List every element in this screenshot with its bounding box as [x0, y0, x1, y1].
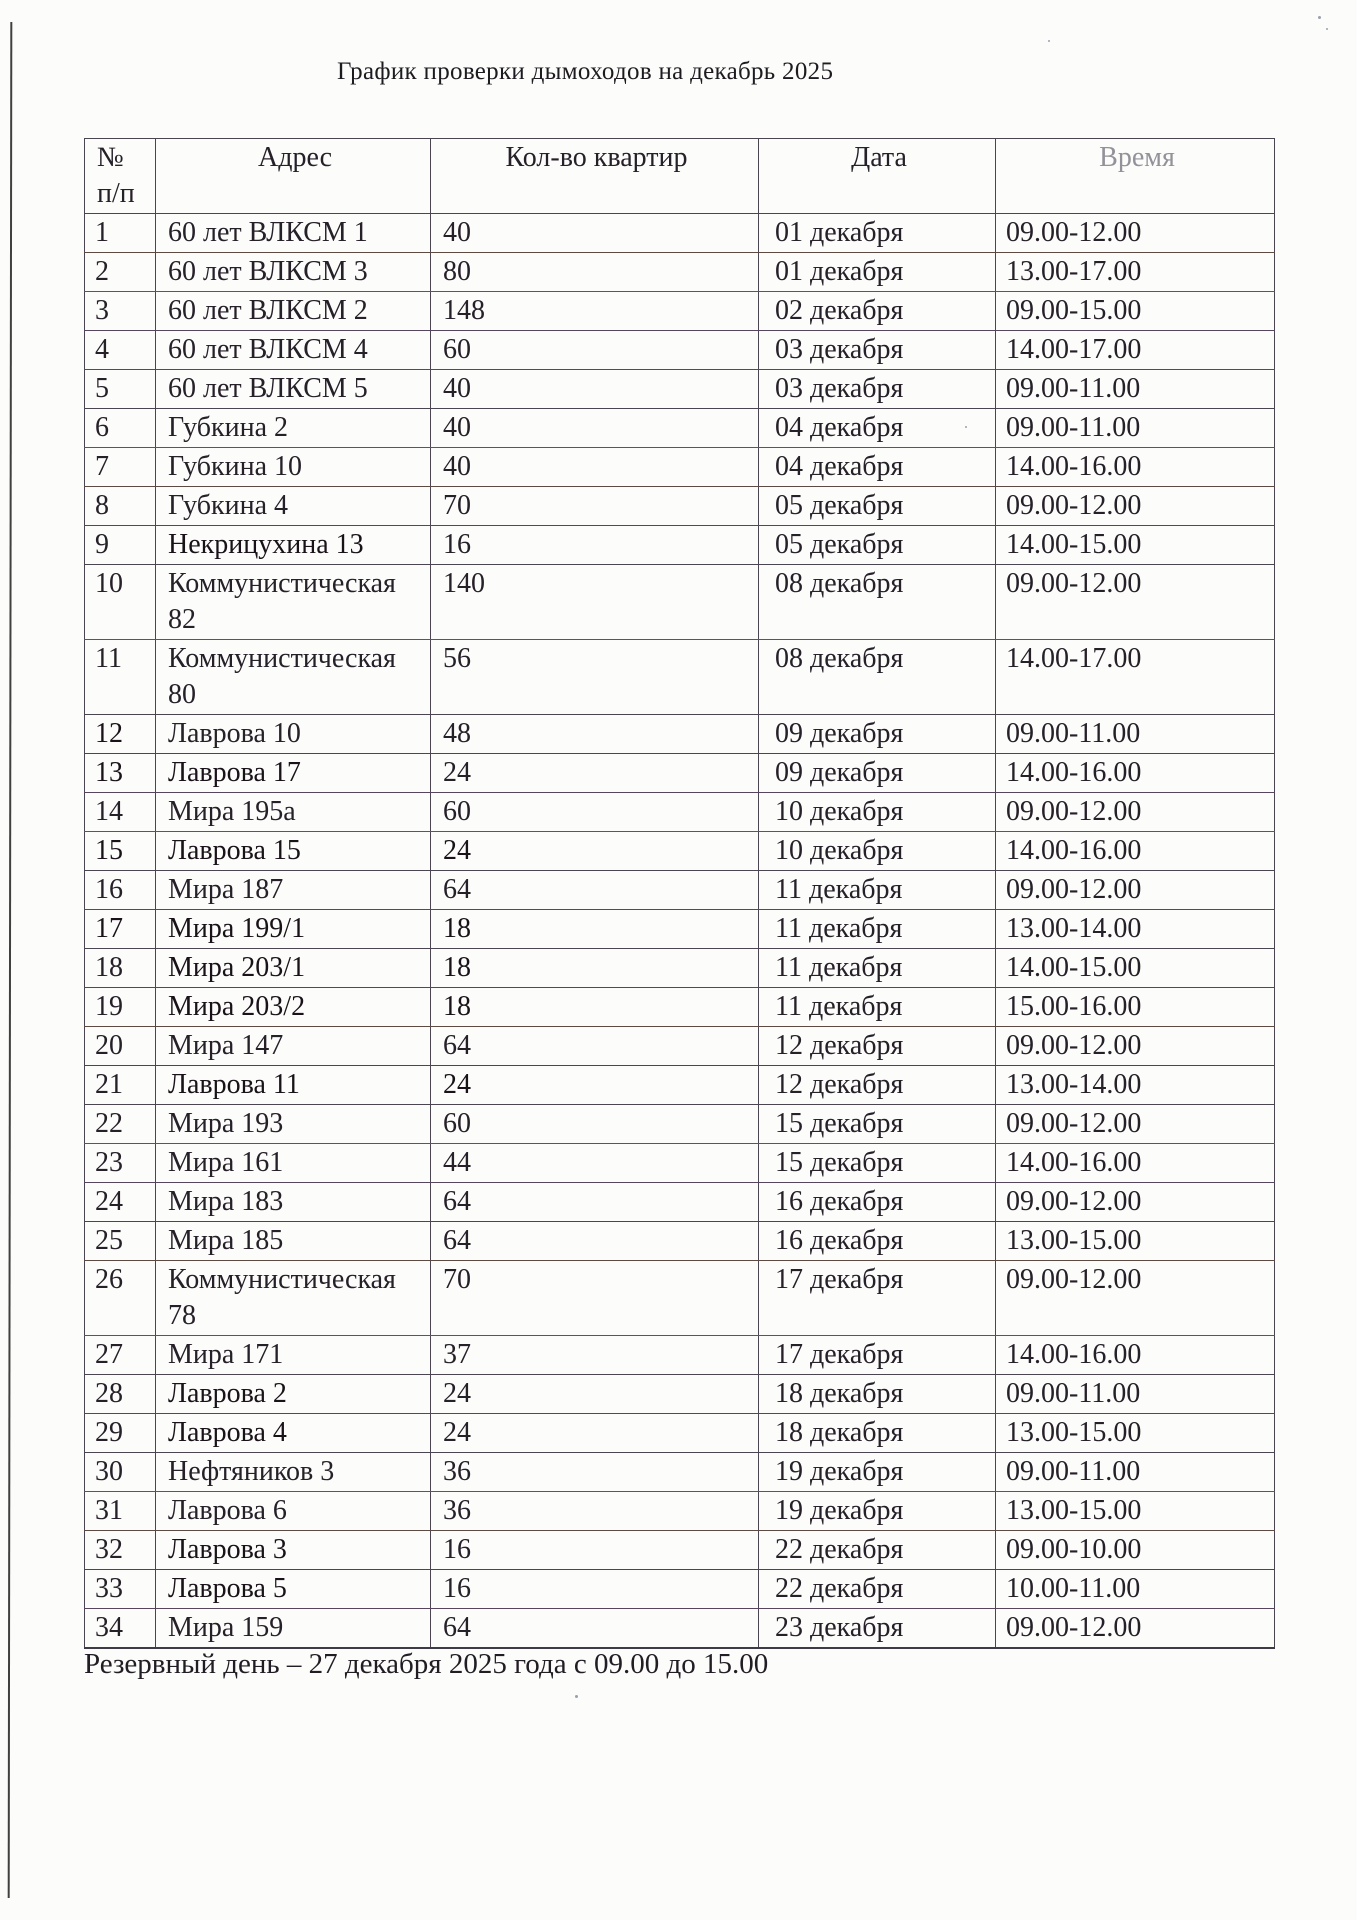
- cell-time: 09.00-12.00: [996, 1183, 1275, 1222]
- cell-address: 60 лет ВЛКСМ 3: [156, 253, 431, 292]
- cell-address: Мира 171: [156, 1336, 431, 1375]
- cell-num: 34: [85, 1609, 156, 1649]
- cell-date: 10 декабря: [759, 793, 996, 832]
- table-row: [85, 1492, 1275, 1531]
- cell-time: 13.00-14.00: [996, 1066, 1275, 1105]
- cell-num: 29: [85, 1414, 156, 1453]
- cell-apartments: 64: [431, 1609, 759, 1649]
- cell-address: Коммунистическая 80: [156, 640, 431, 715]
- cell-address: Лаврова 4: [156, 1414, 431, 1453]
- cell-date: 11 декабря: [759, 949, 996, 988]
- cell-apartments: 44: [431, 1144, 759, 1183]
- table-row: [85, 448, 1275, 487]
- cell-date: 01 декабря: [759, 253, 996, 292]
- cell-address: Некрицухина 13: [156, 526, 431, 565]
- cell-num: 8: [85, 487, 156, 526]
- cell-apartments: 16: [431, 1531, 759, 1570]
- cell-address: Мира 199/1: [156, 910, 431, 949]
- cell-time: 09.00-12.00: [996, 871, 1275, 910]
- cell-apartments: 24: [431, 1375, 759, 1414]
- table-row: [85, 715, 1275, 754]
- cell-date: 15 декабря: [759, 1144, 996, 1183]
- cell-num: 27: [85, 1336, 156, 1375]
- cell-date: 22 декабря: [759, 1531, 996, 1570]
- cell-address: Мира 203/2: [156, 988, 431, 1027]
- cell-num: 28: [85, 1375, 156, 1414]
- cell-apartments: 18: [431, 910, 759, 949]
- cell-time: 09.00-12.00: [996, 565, 1275, 640]
- cell-date: 11 декабря: [759, 988, 996, 1027]
- scan-speck: [1326, 28, 1328, 30]
- cell-time: 09.00-12.00: [996, 487, 1275, 526]
- cell-date: 10 декабря: [759, 832, 996, 871]
- cell-date: 23 декабря: [759, 1609, 996, 1649]
- scan-speck: [575, 1695, 578, 1698]
- cell-num: 18: [85, 949, 156, 988]
- cell-date: 22 декабря: [759, 1570, 996, 1609]
- cell-date: 16 декабря: [759, 1183, 996, 1222]
- table-row: [85, 910, 1275, 949]
- table-row: [85, 640, 1275, 715]
- cell-apartments: 24: [431, 832, 759, 871]
- cell-address: Мира 183: [156, 1183, 431, 1222]
- cell-num: 11: [85, 640, 156, 715]
- table-row: [85, 1222, 1275, 1261]
- cell-date: 17 декабря: [759, 1261, 996, 1336]
- cell-num: 7: [85, 448, 156, 487]
- page-title: График проверки дымоходов на декабрь 2025: [337, 58, 834, 85]
- table-row: [85, 1144, 1275, 1183]
- cell-address: Лаврова 5: [156, 1570, 431, 1609]
- cell-address: Мира 147: [156, 1027, 431, 1066]
- table-row: [85, 526, 1275, 565]
- cell-num: 6: [85, 409, 156, 448]
- cell-date: 09 декабря: [759, 754, 996, 793]
- cell-time: 09.00-12.00: [996, 214, 1275, 253]
- cell-num: 15: [85, 832, 156, 871]
- cell-num: 4: [85, 331, 156, 370]
- cell-apartments: 40: [431, 448, 759, 487]
- cell-num: 22: [85, 1105, 156, 1144]
- cell-address: Губкина 2: [156, 409, 431, 448]
- cell-num: 3: [85, 292, 156, 331]
- cell-address: Лаврова 11: [156, 1066, 431, 1105]
- cell-num: 21: [85, 1066, 156, 1105]
- cell-date: 05 декабря: [759, 526, 996, 565]
- cell-num: 2: [85, 253, 156, 292]
- cell-date: 18 декабря: [759, 1414, 996, 1453]
- cell-time: 14.00-17.00: [996, 640, 1275, 715]
- cell-time: 14.00-16.00: [996, 1336, 1275, 1375]
- cell-num: 24: [85, 1183, 156, 1222]
- table-row: [85, 1570, 1275, 1609]
- cell-apartments: 70: [431, 487, 759, 526]
- cell-time: 14.00-17.00: [996, 331, 1275, 370]
- cell-address: Мира 203/1: [156, 949, 431, 988]
- cell-num: 13: [85, 754, 156, 793]
- cell-date: 08 декабря: [759, 565, 996, 640]
- cell-date: 18 декабря: [759, 1375, 996, 1414]
- cell-apartments: 56: [431, 640, 759, 715]
- cell-time: 14.00-16.00: [996, 448, 1275, 487]
- table-row: [85, 1066, 1275, 1105]
- cell-apartments: 140: [431, 565, 759, 640]
- cell-address: Лаврова 6: [156, 1492, 431, 1531]
- table-row: [85, 214, 1275, 253]
- cell-address: Лаврова 3: [156, 1531, 431, 1570]
- cell-address: Губкина 10: [156, 448, 431, 487]
- cell-num: 33: [85, 1570, 156, 1609]
- header-apartments: Кол-во квартир: [431, 139, 759, 214]
- footer-note: Резервный день – 27 декабря 2025 года с 09.00 до 15.00: [84, 1648, 769, 1680]
- cell-date: 17 декабря: [759, 1336, 996, 1375]
- cell-apartments: 64: [431, 871, 759, 910]
- cell-time: 15.00-16.00: [996, 988, 1275, 1027]
- cell-date: 04 декабря: [759, 409, 996, 448]
- cell-date: 03 декабря: [759, 370, 996, 409]
- cell-num: 12: [85, 715, 156, 754]
- schedule-table-body: [85, 214, 1275, 1649]
- table-row: [85, 1261, 1275, 1336]
- cell-time: 09.00-15.00: [996, 292, 1275, 331]
- cell-date: 11 декабря: [759, 910, 996, 949]
- cell-address: Лаврова 10: [156, 715, 431, 754]
- header-date: Дата: [759, 139, 996, 214]
- cell-address: Коммунистическая 78: [156, 1261, 431, 1336]
- table-row: [85, 871, 1275, 910]
- cell-time: 09.00-11.00: [996, 409, 1275, 448]
- scan-speck: [1048, 40, 1050, 42]
- cell-time: 13.00-15.00: [996, 1414, 1275, 1453]
- cell-date: 16 декабря: [759, 1222, 996, 1261]
- table-row: [85, 292, 1275, 331]
- cell-apartments: 18: [431, 949, 759, 988]
- cell-num: 30: [85, 1453, 156, 1492]
- cell-num: 14: [85, 793, 156, 832]
- cell-apartments: 70: [431, 1261, 759, 1336]
- schedule-table: [84, 138, 1275, 1649]
- cell-num: 16: [85, 871, 156, 910]
- cell-apartments: 16: [431, 1570, 759, 1609]
- cell-address: Мира 185: [156, 1222, 431, 1261]
- table-row: [85, 832, 1275, 871]
- cell-apartments: 37: [431, 1336, 759, 1375]
- cell-time: 09.00-11.00: [996, 370, 1275, 409]
- cell-date: 02 декабря: [759, 292, 996, 331]
- table-header-row: [85, 139, 1275, 214]
- cell-time: 09.00-10.00: [996, 1531, 1275, 1570]
- cell-date: 12 декабря: [759, 1066, 996, 1105]
- cell-address: Нефтяников 3: [156, 1453, 431, 1492]
- cell-num: 10: [85, 565, 156, 640]
- table-row: [85, 1105, 1275, 1144]
- table-row: [85, 1531, 1275, 1570]
- scan-speck: [1318, 16, 1321, 19]
- cell-address: Мира 195а: [156, 793, 431, 832]
- cell-time: 13.00-17.00: [996, 253, 1275, 292]
- cell-address: Мира 193: [156, 1105, 431, 1144]
- table-row: [85, 1336, 1275, 1375]
- header-time: Время: [996, 139, 1275, 214]
- cell-time: 14.00-16.00: [996, 1144, 1275, 1183]
- cell-apartments: 48: [431, 715, 759, 754]
- cell-num: 26: [85, 1261, 156, 1336]
- cell-address: Мира 187: [156, 871, 431, 910]
- cell-num: 1: [85, 214, 156, 253]
- cell-num: 25: [85, 1222, 156, 1261]
- cell-time: 14.00-16.00: [996, 754, 1275, 793]
- table-row: [85, 331, 1275, 370]
- cell-time: 09.00-12.00: [996, 1609, 1275, 1649]
- cell-address: Губкина 4: [156, 487, 431, 526]
- table-row: [85, 949, 1275, 988]
- cell-address: Лаврова 17: [156, 754, 431, 793]
- cell-apartments: 18: [431, 988, 759, 1027]
- cell-apartments: 16: [431, 526, 759, 565]
- cell-num: 19: [85, 988, 156, 1027]
- cell-apartments: 60: [431, 793, 759, 832]
- cell-date: 19 декабря: [759, 1492, 996, 1531]
- cell-apartments: 24: [431, 1066, 759, 1105]
- cell-date: 09 декабря: [759, 715, 996, 754]
- cell-apartments: 64: [431, 1027, 759, 1066]
- table-row: [85, 1453, 1275, 1492]
- table-row: [85, 793, 1275, 832]
- cell-time: 13.00-15.00: [996, 1222, 1275, 1261]
- cell-time: 09.00-12.00: [996, 1105, 1275, 1144]
- cell-address: Мира 159: [156, 1609, 431, 1649]
- cell-date: 15 декабря: [759, 1105, 996, 1144]
- cell-apartments: 80: [431, 253, 759, 292]
- cell-time: 09.00-12.00: [996, 1261, 1275, 1336]
- cell-apartments: 24: [431, 754, 759, 793]
- cell-time: 14.00-15.00: [996, 949, 1275, 988]
- cell-num: 20: [85, 1027, 156, 1066]
- cell-time: 09.00-11.00: [996, 1453, 1275, 1492]
- table-row: [85, 409, 1275, 448]
- cell-date: 19 декабря: [759, 1453, 996, 1492]
- cell-time: 13.00-14.00: [996, 910, 1275, 949]
- header-num-line1: №: [97, 142, 124, 173]
- cell-address: 60 лет ВЛКСМ 1: [156, 214, 431, 253]
- cell-apartments: 36: [431, 1492, 759, 1531]
- cell-apartments: 148: [431, 292, 759, 331]
- cell-address: Коммунистическая 82: [156, 565, 431, 640]
- table-row: [85, 1183, 1275, 1222]
- cell-address: Мира 161: [156, 1144, 431, 1183]
- header-num-line2: п/п: [97, 178, 135, 209]
- cell-num: 5: [85, 370, 156, 409]
- cell-apartments: 24: [431, 1414, 759, 1453]
- cell-time: 14.00-16.00: [996, 832, 1275, 871]
- table-row: [85, 370, 1275, 409]
- cell-num: 17: [85, 910, 156, 949]
- cell-apartments: 60: [431, 1105, 759, 1144]
- cell-date: 04 декабря: [759, 448, 996, 487]
- cell-date: 01 декабря: [759, 214, 996, 253]
- cell-date: 11 декабря: [759, 871, 996, 910]
- table-row: [85, 754, 1275, 793]
- header-address: Адрес: [156, 139, 431, 214]
- table-row: [85, 565, 1275, 640]
- cell-apartments: 60: [431, 331, 759, 370]
- header-num: [85, 139, 156, 214]
- table-row: [85, 1375, 1275, 1414]
- cell-apartments: 64: [431, 1222, 759, 1261]
- table-row: [85, 1414, 1275, 1453]
- cell-time: 09.00-12.00: [996, 793, 1275, 832]
- cell-date: 12 декабря: [759, 1027, 996, 1066]
- scan-edge-line: [8, 22, 13, 1898]
- cell-address: 60 лет ВЛКСМ 4: [156, 331, 431, 370]
- cell-date: 05 декабря: [759, 487, 996, 526]
- cell-num: 31: [85, 1492, 156, 1531]
- cell-time: 09.00-12.00: [996, 1027, 1275, 1066]
- cell-time: 09.00-11.00: [996, 715, 1275, 754]
- cell-address: 60 лет ВЛКСМ 5: [156, 370, 431, 409]
- cell-apartments: 64: [431, 1183, 759, 1222]
- cell-address: Лаврова 15: [156, 832, 431, 871]
- cell-num: 32: [85, 1531, 156, 1570]
- cell-date: 08 декабря: [759, 640, 996, 715]
- cell-apartments: 40: [431, 370, 759, 409]
- cell-address: 60 лет ВЛКСМ 2: [156, 292, 431, 331]
- table-row: [85, 1027, 1275, 1066]
- cell-time: 14.00-15.00: [996, 526, 1275, 565]
- cell-apartments: 36: [431, 1453, 759, 1492]
- cell-address: Лаврова 2: [156, 1375, 431, 1414]
- cell-apartments: 40: [431, 409, 759, 448]
- cell-time: 09.00-11.00: [996, 1375, 1275, 1414]
- cell-time: 10.00-11.00: [996, 1570, 1275, 1609]
- table-row: [85, 1609, 1275, 1649]
- cell-num: 9: [85, 526, 156, 565]
- cell-apartments: 40: [431, 214, 759, 253]
- cell-time: 13.00-15.00: [996, 1492, 1275, 1531]
- cell-date: 03 декабря: [759, 331, 996, 370]
- table-row: [85, 487, 1275, 526]
- table-row: [85, 988, 1275, 1027]
- cell-num: 23: [85, 1144, 156, 1183]
- table-row: [85, 253, 1275, 292]
